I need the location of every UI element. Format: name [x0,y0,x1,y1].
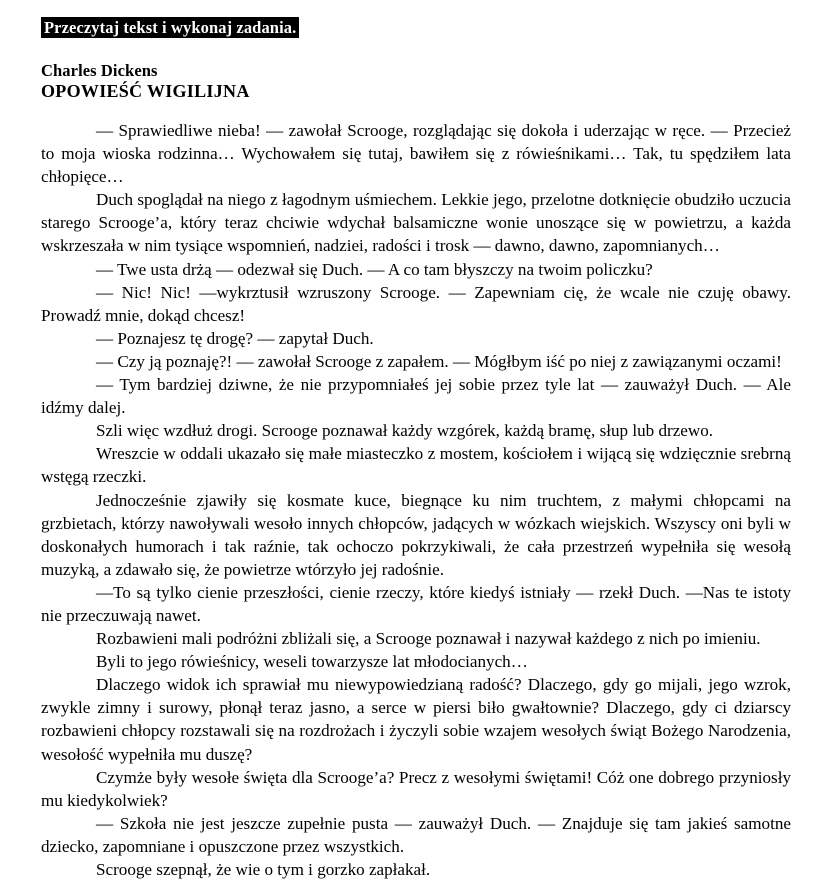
instruction-banner-wrap [0,0,840,38]
body-paragraph: Rozbawieni mali podróżni zbliżali się, a Scrooge poznawał i nazywał każdego z nich po imieniu. [96,629,761,649]
body-paragraph: Dlaczego widok ich sprawiał mu niewypowiedzianą radość? Dlaczego, gdy go mijali, jego wzrok, zwykle zimny i surowy, płonął teraz jasno, a serce w piersi biło gwałtownie? Dlaczego, gdy ci dziarscy rozbawieni chłopcy rozstawali się na rozdrożach i życzyli sobie wzajem wesołych świąt Bożego Narodzenia, wesołość wypełniła mu duszę? [41,675,791,764]
body-paragraph: — Szkoła nie jest jeszcze zupełnie pusta — zauważył Duch. — Znajduje się tam jakieś samotne dziecko, zapomniane i opuszczone przez wszystkich. [41,813,791,856]
instruction-banner: Przeczytaj tekst i wykonaj zadania. [41,17,299,38]
body-paragraph: Wreszcie w oddali ukazało się małe miasteczko z mostem, kościołem i wijącą się wdzięcznie srebrną wstęgą rzeczki. [41,444,791,487]
body-paragraph: — Sprawiedliwe nieba! — zawołał Scrooge, rozglądając się dokoła i uderzając w ręce. — Przecież to moja wioska rodzinna… Wychowałem się tutaj, bawiłem się z rówieśnikami… Tak, tu spędziłem lata chłopięce… [41,121,791,187]
body-paragraph: Byli to jego rówieśnicy, weseli towarzysze lat młodocianych… [96,652,528,672]
title-block [0,38,840,102]
body-paragraph: — Twe usta drżą — odezwał się Duch. — A co tam błyszczy na twoim policzku? [96,259,653,279]
body-paragraph: Duch spoglądał na niego z łagodnym uśmiechem. Lekkie jego, przelotne dotknięcie obudziło uczucia starego Scrooge’a, który teraz chciwie wdychał balsamiczne wonie unoszące się w powietrzu, a każda wskrzeszała w nim tysiące wspomnień, nadziei, radości i trosk — dawno, dawno, zapomnianych… [41,190,791,256]
body-text [0,102,840,881]
body-paragraph: — Tym bardziej dziwne, że nie przypomniałeś jej sobie przez tyle lat — zauważył Duch. — Ale idźmy dalej. [41,375,791,418]
body-paragraph: Czymże były wesołe święta dla Scrooge’a? Precz z wesołymi świętami! Cóż one dobrego przyniosły mu kiedykolwiek? [41,767,791,810]
body-paragraph: Scrooge szepnął, że wie o tym i gorzko zapłakał. [96,860,431,879]
body-paragraph: —To są tylko cienie przeszłości, cienie rzeczy, które kiedyś istniały — rzekł Duch. —Nas te istoty nie przeczuwają nawet. [41,582,791,625]
body-paragraph: Szli więc wzdłuż drogi. Scrooge poznawał każdy wzgórek, każdą bramę, słup lub drzewo. [96,421,714,441]
work-title: OPOWIEŚĆ WIGILIJNA [41,81,250,101]
body-paragraph: — Nic! Nic! —wykrztusił wzruszony Scrooge. — Zapewniam cię, że wcale nie czuję obawy. Prowadź mnie, dokąd chcesz! [41,282,791,325]
body-paragraph: Jednocześnie zjawiły się kosmate kuce, biegnące ku nim truchtem, z małymi chłopcami na grzbietach, którzy nawoływali wesoło innych chłopców, jadących w wózkach wiejskich. Wszyscy oni byli w doskonałych humorach i tak raźnie, tak ochoczo pokrzykiwali, że cała przestrzeń wypełniła się wesołą muzyką, a zdawało się, że powietrze wtórzyło jej radośnie. [41,490,791,579]
body-paragraph: — Poznajesz tę drogę? — zapytał Duch. [96,328,374,348]
body-paragraph: — Czy ją poznaję?! — zawołał Scrooge z zapałem. — Mógłbym iść po niej z zawiązanymi oczami! [96,351,782,371]
author-name: Charles Dickens [41,61,158,80]
